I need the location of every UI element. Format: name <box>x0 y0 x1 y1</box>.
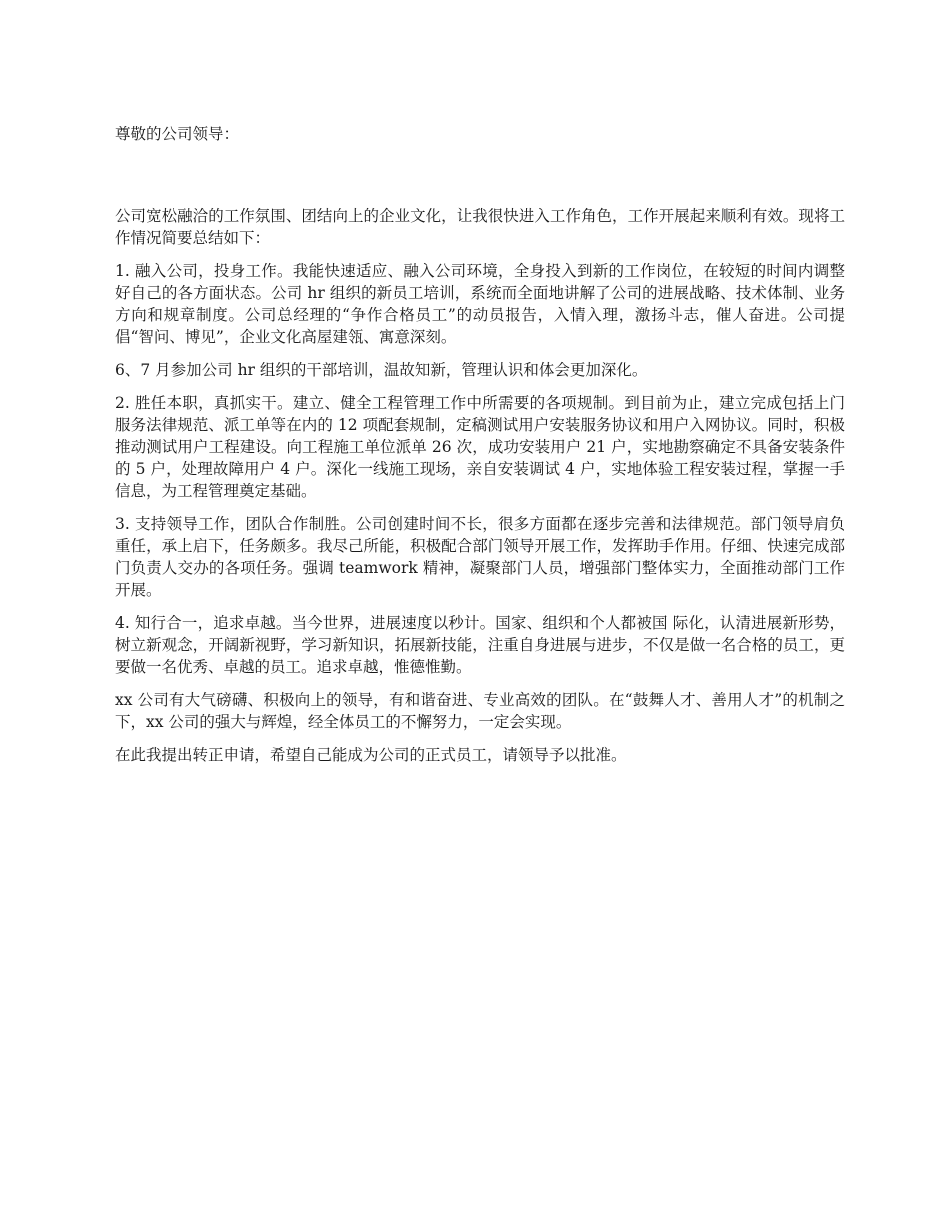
paragraph-item-2: 2. 胜任本职，真抓实干。建立、健全工程管理工作中所需要的各项规制。到目前为止，建立完成包括上门服务法律规范、派工单等在内的 12 项配套规制，定稿测试用户安装服务协议和用户入网协议。同时，积极推动测试用户工程建设。向工程施工单位派单 26 次，成功安装用户 21 户，实地勘察确定不具备安装条件的 5 户，处理故障用户 4 户。深化一线施工现场，亲自安装调试 4 户，实地体验工程安装过程，掌握一手信息，为工程管理奠定基础。 <box>115 394 845 500</box>
paragraph-item-3: 3. 支持领导工作，团队合作制胜。公司创建时间不长，很多方面都在逐步完善和法律规范。部门领导肩负重任，承上启下，任务颇多。我尽己所能，积极配合部门领导开展工作，发挥助手作用。仔细、快速完成部门负责人交办的各项任务。强调 teamwork 精神，凝聚部门人员，增强部门整体实力，全面推动部门工作开展。 <box>115 515 845 599</box>
paragraph-item-1: 1. 融入公司，投身工作。我能快速适应、融入公司环境，全身投入到新的工作岗位，在较短的时间内调整好自己的各方面状态。公司 hr 组织的新员工培训，系统而全面地讲解了公司的进展战略、技术体制、业务方向和规章制度。公司总经理的“争作合格员工”的动员报告，入情入理，激扬斗志，催人奋进。公司提倡“智问、博见”，企业文化高屋建瓴、寓意深刻。 <box>115 262 845 346</box>
salutation: 尊敬的公司领导： <box>115 125 240 143</box>
paragraph-item-4: 4. 知行合一，追求卓越。当今世界，进展速度以秒计。国家、组织和个人都被国 际化，认清进展新形势，树立新观念，开阔新视野，学习新知识，拓展新技能，注重自身进展与进步，不仅是做一名合格的员工，更要做一名优秀、卓越的员工。追求卓越，惟德惟勤。 <box>115 614 845 676</box>
paragraph-closing: 在此我提出转正申请，希望自己能成为公司的正式员工，请领导予以批准。 <box>115 746 627 764</box>
document-body <box>115 123 845 777</box>
paragraph-company: xx 公司有大气磅礴、积极向上的领导，有和谐奋进、专业高效的团队。在“鼓舞人才、善用人才”的机制之下，xx 公司的强大与辉煌，经全体员工的不懈努力，一定会实现。 <box>115 691 845 731</box>
paragraph-training-note: 6、7 月参加公司 hr 组织的干部培训，温故知新，管理认识和体会更加深化。 <box>115 361 648 379</box>
paragraph-intro: 公司宽松融洽的工作氛围、团结向上的企业文化，让我很快进入工作角色，工作开展起来顺利有效。现将工作情况简要总结如下： <box>115 207 845 247</box>
